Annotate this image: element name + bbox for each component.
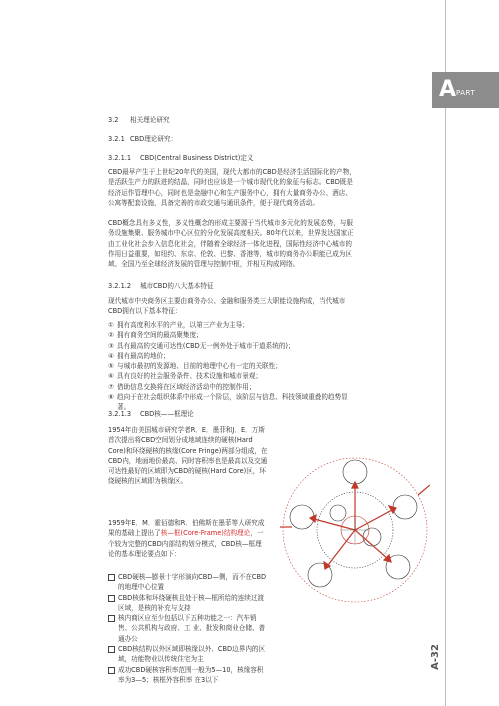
list-item-text: 趋向于在社会组织体系中形成一个阶层，该阶层与信息、科技领域重叠的趋势显著。 — [117, 393, 348, 412]
arrow-line — [328, 530, 355, 565]
checkbox-icon — [108, 615, 115, 622]
list-item-text: 拥有高度利水平的产业，以第三产业为主导； — [117, 321, 249, 329]
page-number: A-32 — [430, 644, 441, 670]
list-item — [108, 320, 356, 330]
section-number: 3.2.1.1 — [108, 154, 132, 162]
satellite-circle — [343, 460, 367, 484]
list-item — [108, 330, 356, 340]
core-frame-diagram — [280, 455, 430, 605]
checkbox-icon — [108, 646, 115, 653]
checklist-text: 成功CBD硬核容积率范围一般为5—10，核缘容积率为3—5；核框外容积率 在3以下 — [118, 665, 264, 684]
satellite-circle — [330, 505, 346, 521]
core-frame-checklist — [108, 572, 268, 685]
section-3-2-heading — [108, 114, 170, 124]
section-title: CBD理论研究： — [130, 135, 178, 143]
section-3-2-1-3-heading — [108, 408, 194, 418]
arrow-line — [418, 485, 430, 495]
checklist-item — [108, 572, 268, 593]
arrow-line — [314, 519, 355, 530]
checkbox-icon — [108, 667, 115, 674]
list-marker: ⑧ — [108, 393, 114, 402]
checklist-text: CBD核结构以外区域即核缘以外、CBD边界内的区域，功能物业以传统住宅为主 — [118, 645, 266, 664]
section-number: 3.2.1.2 — [108, 282, 132, 290]
arrow-line — [355, 510, 392, 530]
section-3-2-1-1-heading — [108, 152, 254, 162]
section-title: CBD(Central Business District)定义 — [140, 154, 254, 162]
list-item — [108, 371, 356, 381]
paragraph-text: ，一个较为完整的CBD内部结构划分模式，CBD核—框理论的基本理论要点如下： — [108, 529, 264, 558]
part-letter: A — [439, 77, 457, 102]
paragraph-cbd-origin: CBD最早产生于上世纪20年代的美国，现代大都市的CBD是经济生活国际化的产物，是活跃生产力的跃进的结晶，同时也应该是一个城市现代化的象征与标志。CBD既是经济运作管理中心，同时也是金融中心和生产服务中心，拥有大量商务办公、酒店、公寓等配套设施，具备完善的市政交通与通讯条件，便于现代商务活动。 — [108, 168, 356, 207]
checklist-text: CBD硬核—膨景十字形演向CBD—侧，而不在CBD的地理中心位置 — [118, 573, 267, 592]
list-marker: ⑤ — [108, 362, 114, 371]
section-title: CBD核——框理论 — [140, 410, 194, 418]
arrow-head — [389, 506, 396, 513]
paragraph-murphy-vance: 1954年由美国城市研究学者R．E．墨菲和J．E．万斯首次提出将CBD空间划分成地域连续的硬核(Hard Core)和环绕硬核的核缘(Core Fringe)两部分组成，在CBD内，地面地价最高、同时容积率也是最高以及交通可达性最好的区域即为CBD的硬核(Hard Core)区，环绕硬核的区域即为核缘区。 — [108, 426, 268, 486]
checkbox-icon — [108, 574, 115, 581]
section-title: 城市CBD的八大基本特征 — [140, 282, 214, 290]
part-label: PART — [456, 89, 476, 97]
arrow-head — [352, 482, 358, 488]
list-item-text: 具有最高的交通可达性(CBD无一例外处于城市干道系统的)； — [117, 341, 295, 350]
section-3-2-1-heading — [108, 133, 177, 143]
part-tab — [432, 72, 499, 108]
list-item-text: 具有良好的社会服务条件、技术设施和城市景观； — [117, 372, 263, 381]
paragraph-text: 1959年E．M．霍佰德和R．伯佛斯在墨菲等人研究成果的基础上提出了 — [108, 519, 265, 538]
checkbox-icon — [108, 595, 115, 602]
checklist-text: CBD核体和环绕硬核且处于核—框所给的连续过渡区域，是核的补充与支持 — [118, 593, 265, 612]
list-item-text: 拥有最高的地价； — [117, 351, 170, 360]
paragraph-cbd-concept: CBD概念具有多义性，多义性概念的形成主要源于当代城市多元化的发展态势，与服务设施集聚、服务城市中心区位的分化发展高度相关。80年代以来，世界发达国家正由工业化社会步入信息化社会，伴随着全球经济一体化进程，国际性经济中心城市的作用日益重要，如纽约、东京、伦敦、巴黎、香港等，城市的商务办公职能已成为区域、全国乃至全球经济发展的管理与控制中枢，并相互构成网络。 — [108, 219, 354, 269]
paragraph-core-frame — [108, 518, 268, 559]
checklist-item — [108, 593, 268, 614]
list-item-text: 与城市最初的发源地、目前的地理中心有一定的关联性； — [117, 362, 282, 371]
list-marker: ① — [108, 321, 114, 329]
section-number: 3.2 — [108, 116, 119, 124]
list-marker: ④ — [108, 351, 114, 360]
section-3-2-1-2-heading — [108, 280, 214, 290]
list-item — [108, 382, 356, 392]
section-number: 3.2.1 — [108, 135, 125, 143]
section-number: 3.2.1.3 — [108, 410, 132, 418]
list-marker: ⑥ — [108, 372, 114, 381]
paragraph-features-intro: 现代城市中央商务区主要由商务办公、金融和服务类三大职能设施构成，当代城市CBD拥有以下基本特征： — [108, 297, 346, 316]
checklist-item — [108, 665, 268, 686]
highlighted-term: 核—框(Core-Frame)结构理论 — [160, 529, 251, 538]
list-marker: ⑦ — [108, 382, 114, 391]
satellite-circle — [363, 528, 381, 546]
list-item — [108, 361, 356, 371]
section-title: 相关理论研究 — [130, 116, 170, 124]
list-item — [108, 351, 356, 361]
checklist-text: 核内商区应至少包括以下五种功能之一：汽车销售、公共机构与政府、工 业、批发和商业仓储、普通办公 — [118, 614, 266, 643]
arrow-line — [355, 530, 388, 559]
features-list — [108, 320, 356, 413]
arrow-head — [310, 515, 316, 522]
list-item-text: 拥有商务空间的最高聚集度； — [117, 331, 203, 340]
list-marker: ③ — [108, 341, 114, 350]
checklist-item — [108, 613, 268, 644]
list-item — [108, 341, 356, 351]
list-item-text: 借助信息交换将在区域经济活动中的控制作用； — [117, 382, 256, 391]
satellite-circle — [290, 505, 314, 529]
checklist-item — [108, 644, 268, 665]
satellite-circle — [393, 495, 417, 519]
list-marker: ② — [108, 331, 114, 340]
